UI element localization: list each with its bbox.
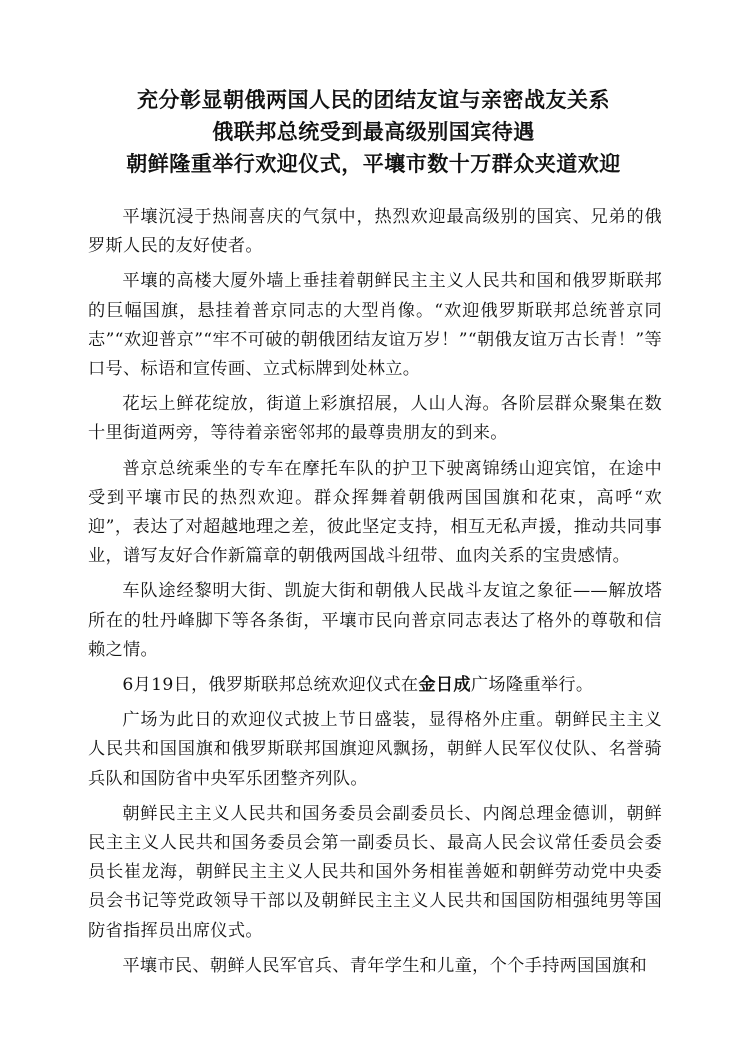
paragraph-continued: 平壤市民、朝鲜人民军官兵、青年学生和儿童，个个手持两国国旗和	[122, 955, 648, 976]
paragraph: 车队途经黎明大街、凯旋大街和朝俄人民战斗友谊之象征——解放塔所在的牡丹峰脚下等各条街，平壤市民向普京同志表达了格外的尊敬和信赖之情。	[88, 581, 662, 660]
headline-3: 朝鲜隆重举行欢迎仪式，平壤市数十万群众夹道欢迎	[126, 152, 621, 176]
ceremony-text-after: 广场隆重举行。	[470, 675, 594, 696]
headline-2: 俄联邦总统受到最高级别国宾待遇	[212, 120, 535, 144]
paragraph: 花坛上鲜花绽放，街道上彩旗招展，人山人海。各阶层群众聚集在数十里街道两旁，等待着亲密邻邦的最尊贵朋友的到来。	[88, 394, 662, 444]
paragraph: 平壤的高楼大厦外墙上垂挂着朝鲜民主主义人民共和国和俄罗斯联邦的巨幅国旗，悬挂着普京同志的大型肖像。“欢迎俄罗斯联邦总统普京同志”“欢迎普京”“牢不可破的朝俄团结友谊万岁！”“朝俄友谊万古长青！”等口号、标语和宣传画、立式标牌到处林立。	[88, 271, 662, 380]
paragraph: 普京总统乘坐的专车在摩托车队的护卫下驶离锦绣山迎宾馆，在途中受到平壤市民的热烈欢迎。群众挥舞着朝俄两国国旗和花束，高呼“欢迎”，表达了对超越地理之差，彼此坚定支持，相互无私声援，推动共同事业，谱写友好合作新篇章的朝俄两国战斗纽带、血肉关系的宝贵感情。	[88, 458, 662, 567]
ceremony-text-before: 6月19日，俄罗斯联邦总统欢迎仪式在	[122, 675, 419, 696]
headline-1: 充分彰显朝俄两国人民的团结友谊与亲密战友关系	[137, 88, 610, 112]
paragraph: 广场为此日的欢迎仪式披上节日盛装，显得格外庄重。朝鲜民主主义人民共和国国旗和俄罗斯联邦国旗迎风飘扬，朝鲜人民军仪仗队、名誉骑兵队和国防省中央军乐团整齐列队。	[88, 710, 662, 789]
paragraph: 平壤沉浸于热闹喜庆的气氛中，热烈欢迎最高级别的国宾、兄弟的俄罗斯人民的友好使者。	[88, 207, 662, 257]
ceremony-paragraph	[88, 671, 662, 700]
leader-name-bold: 金日成	[418, 675, 471, 696]
article-body	[88, 203, 662, 989]
headline-block	[60, 84, 687, 180]
paragraph: 朝鲜民主主义人民共和国务委员会副委员长、内阁总理金德训，朝鲜民主主义人民共和国务委员会第一副委员长、最高人民会议常任委员会委员长崔龙海，朝鲜民主主义人民共和国外务相崔善姬和朝鲜劳动党中央委员会书记等党政领导干部以及朝鲜民主主义人民共和国国防相强纯男等国防省指挥员出席仪式。	[88, 803, 662, 941]
